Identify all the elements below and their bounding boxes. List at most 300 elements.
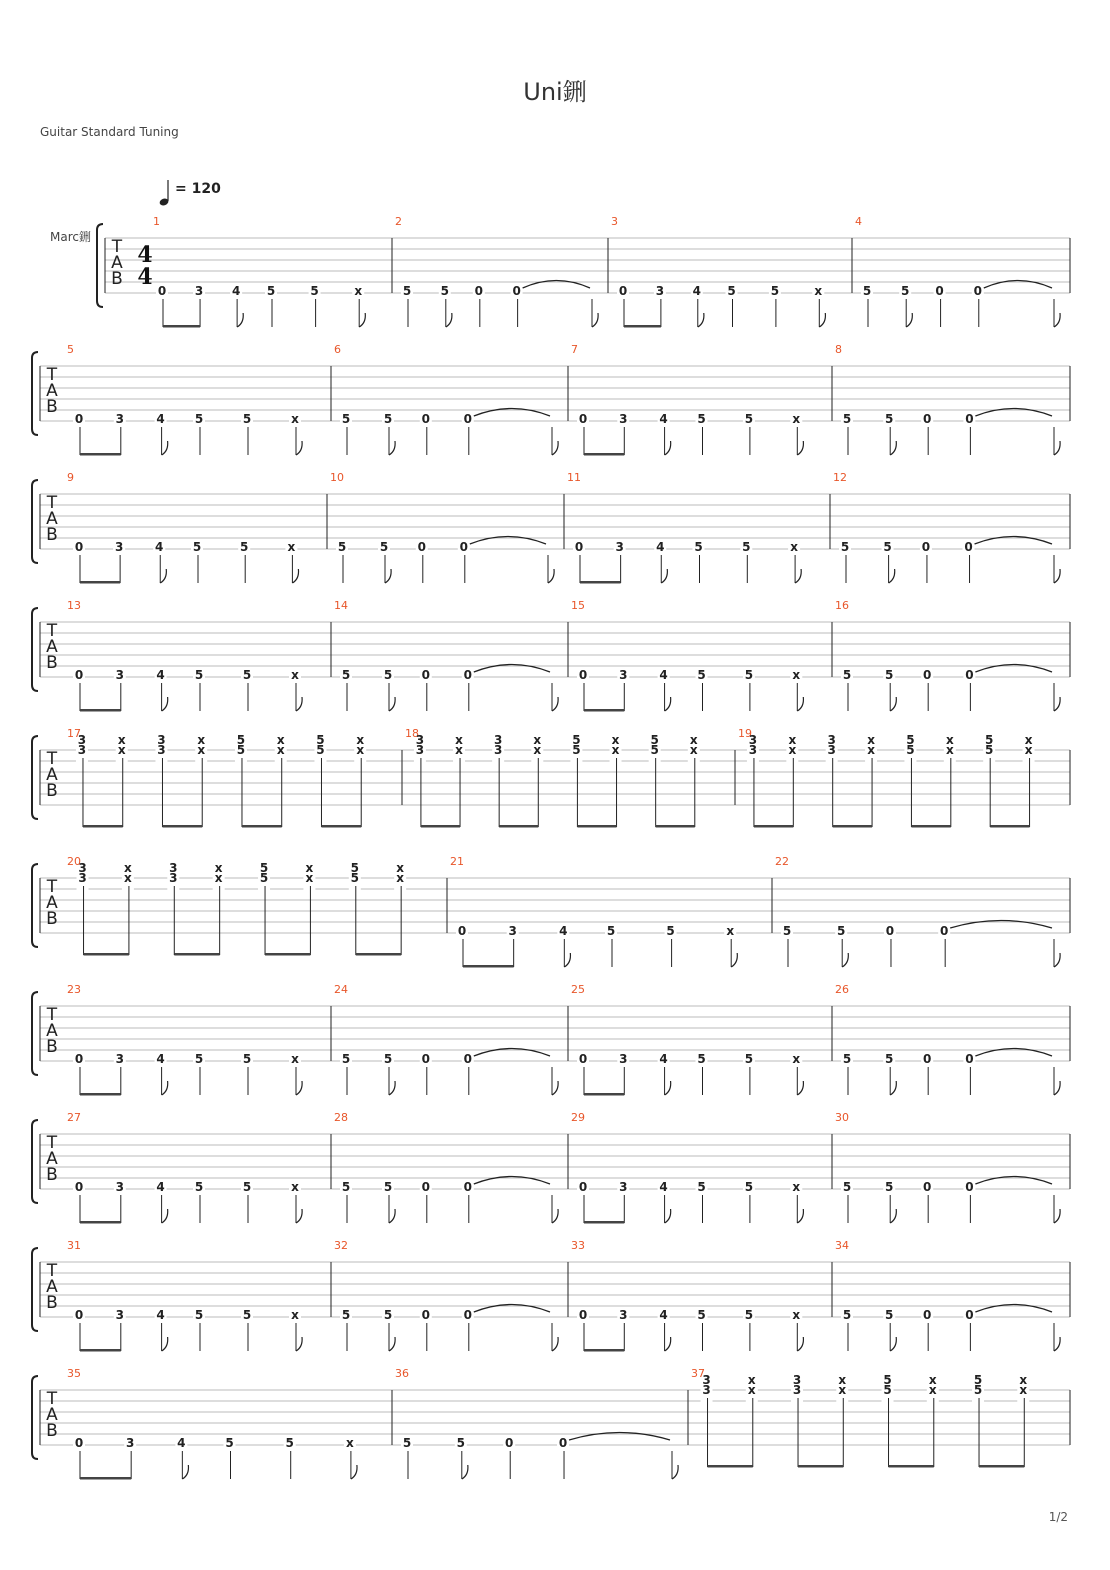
beam	[242, 825, 282, 828]
note-flag	[389, 1081, 395, 1095]
measure-18	[402, 727, 700, 828]
staff-system-2	[32, 343, 1070, 456]
staff-bracket	[97, 224, 103, 307]
fret-number: 0	[74, 1180, 84, 1194]
fret-number: 5	[341, 668, 351, 682]
fret-number: x	[356, 733, 365, 747]
note-flag	[162, 1209, 168, 1223]
note-flag	[446, 313, 452, 327]
beam	[80, 453, 121, 456]
staff-bracket	[32, 480, 38, 563]
fret-number: 5	[192, 540, 202, 554]
fret-number: x	[197, 743, 206, 757]
fret-number: 3	[78, 861, 87, 875]
fret-number: 5	[383, 1308, 393, 1322]
note-flag	[665, 697, 671, 711]
fret-number: x	[533, 733, 542, 747]
fret-number: 0	[421, 1308, 430, 1322]
fret-number: x	[792, 668, 801, 682]
fret-number: 0	[921, 540, 931, 554]
fret-number: 3	[169, 871, 178, 885]
measure-number: 16	[835, 599, 849, 612]
fret-number: 3	[702, 1373, 711, 1387]
fret-number: 0	[965, 1180, 974, 1194]
page-number: 1/2	[1048, 1510, 1068, 1524]
fret-number: x	[124, 861, 132, 875]
tab-letter-a: A	[46, 1021, 58, 1041]
fret-number: x	[305, 861, 314, 875]
tab-letter-t: T	[111, 237, 123, 257]
fret-number: 0	[578, 1308, 588, 1322]
fret-number: 5	[316, 743, 325, 757]
measure-number: 6	[334, 343, 341, 356]
fret-number: x	[928, 1383, 937, 1397]
fret-number: 5	[379, 540, 389, 554]
measure-number: 14	[334, 599, 348, 612]
measure-number: 34	[835, 1239, 849, 1252]
fret-number: 0	[965, 412, 974, 426]
note-flag	[351, 1465, 357, 1479]
fret-number: 5	[744, 1180, 754, 1194]
beam	[656, 825, 695, 828]
measure-number: 23	[67, 983, 81, 996]
beam	[584, 1349, 624, 1352]
fret-number: 4	[155, 540, 164, 554]
note-flag	[665, 1337, 671, 1351]
fret-number: x	[838, 1383, 847, 1397]
tab-letter-b: B	[46, 1421, 58, 1441]
note-flag	[889, 569, 895, 583]
fret-number: 5	[694, 540, 703, 554]
fret-number: 5	[742, 540, 751, 554]
fret-number: x	[1019, 1383, 1028, 1397]
fret-number: x	[291, 1180, 299, 1194]
fret-number: 0	[558, 1436, 568, 1450]
measure-number: 27	[67, 1111, 81, 1124]
fret-number: 5	[350, 861, 359, 875]
note-flag	[162, 441, 168, 455]
measure-37	[688, 1367, 1029, 1468]
measure-number: 20	[67, 855, 81, 868]
beam	[580, 581, 621, 584]
measure-number: 1	[153, 215, 160, 228]
fret-number: x	[1024, 743, 1033, 757]
staff-system-6	[32, 855, 1070, 968]
beam	[577, 825, 616, 828]
fret-number: 5	[337, 540, 347, 554]
fret-number: 0	[935, 284, 944, 298]
fret-number: 0	[618, 284, 628, 298]
fret-number: 3	[827, 743, 836, 757]
fret-number: 3	[125, 1436, 135, 1450]
fret-number: 5	[606, 924, 616, 938]
beam	[911, 825, 950, 828]
tab-letter-t: T	[46, 1389, 58, 1409]
measure-number: 8	[835, 343, 842, 356]
fret-number: 5	[225, 1436, 234, 1450]
fret-number: 0	[457, 924, 467, 938]
fret-number: 3	[415, 743, 425, 757]
fret-number: 3	[157, 743, 166, 757]
fret-number: 0	[578, 668, 588, 682]
fret-number: 3	[114, 540, 124, 554]
fret-number: 0	[157, 284, 167, 298]
fret-number: 3	[493, 743, 503, 757]
staff-system-4	[32, 599, 1070, 712]
fret-number: 0	[74, 1436, 84, 1450]
fret-number: x	[945, 733, 954, 747]
staff-system-1	[50, 180, 1070, 328]
fret-number: x	[214, 871, 223, 885]
measure-number: 10	[330, 471, 344, 484]
fret-number: x	[928, 1373, 937, 1387]
fret-number: 5	[341, 1308, 351, 1322]
measure-number: 30	[835, 1111, 849, 1124]
fret-number: 4	[659, 412, 668, 426]
tab-letter-a: A	[111, 253, 123, 273]
fret-number: x	[788, 733, 797, 747]
fret-number: 3	[508, 924, 517, 938]
fret-number: x	[291, 412, 299, 426]
fret-number: 3	[169, 861, 178, 875]
beam	[80, 1349, 121, 1352]
tab-letter-b: B	[46, 781, 58, 801]
fret-number: 5	[901, 284, 910, 298]
fret-number: 5	[883, 540, 892, 554]
fret-number: 3	[194, 284, 204, 298]
note-flag	[552, 441, 558, 455]
tab-letter-a: A	[46, 637, 58, 657]
tab-letter-a: A	[46, 509, 58, 529]
fret-number: 4	[156, 1308, 165, 1322]
note-flag	[548, 569, 554, 583]
fret-number: 5	[242, 1308, 252, 1322]
staff-system-10	[32, 1367, 1070, 1480]
note-flag	[296, 1337, 302, 1351]
measure-number: 36	[395, 1367, 409, 1380]
staff-system-5	[32, 727, 1070, 828]
fret-number: 3	[619, 668, 628, 682]
staff-bracket	[32, 992, 38, 1075]
note-flag	[797, 1081, 803, 1095]
fret-number: 3	[619, 412, 628, 426]
fret-number: 0	[973, 284, 982, 298]
fret-number: x	[838, 1373, 847, 1387]
fret-number: x	[792, 1308, 801, 1322]
fret-number: 3	[77, 743, 87, 757]
note-flag	[389, 1209, 395, 1223]
fret-number: 0	[512, 284, 521, 298]
note-flag	[797, 441, 803, 455]
note-flag	[552, 1081, 558, 1095]
fret-number: 5	[885, 412, 894, 426]
measure-number: 9	[67, 471, 74, 484]
fret-number: 0	[578, 1180, 588, 1194]
fret-number: 5	[242, 1052, 252, 1066]
staff-bracket	[32, 352, 38, 435]
fret-number: 3	[748, 743, 758, 757]
tab-letter-a: A	[46, 1405, 58, 1425]
tab-letter-b: B	[46, 1165, 58, 1185]
fret-number: x	[788, 743, 797, 757]
fret-number: 3	[619, 1052, 628, 1066]
fret-number: 0	[474, 284, 483, 298]
fret-number: 5	[842, 1052, 852, 1066]
beam	[80, 1477, 131, 1480]
score-title: Uni鉶	[523, 78, 587, 106]
fret-number: 4	[692, 284, 701, 298]
measure-number: 3	[611, 215, 618, 228]
fret-number: x	[291, 668, 299, 682]
fret-number: 0	[923, 412, 932, 426]
measure-number: 11	[567, 471, 581, 484]
fret-number: 3	[792, 1373, 802, 1387]
fret-number: 5	[194, 1180, 204, 1194]
fret-number: 5	[885, 668, 894, 682]
fret-number: 0	[463, 412, 472, 426]
fret-number: 3	[415, 733, 425, 747]
fret-number: x	[867, 733, 875, 747]
beam	[754, 825, 793, 828]
beam	[584, 709, 624, 712]
fret-number: 4	[656, 540, 665, 554]
fret-number: 5	[697, 1180, 706, 1194]
note-flag	[890, 1081, 896, 1095]
fret-number: 5	[885, 1180, 894, 1194]
fret-number: 5	[697, 1052, 706, 1066]
fret-number: 5	[341, 412, 351, 426]
fret-number: 4	[156, 668, 165, 682]
fret-number: 5	[973, 1383, 983, 1397]
fret-number: 3	[615, 540, 624, 554]
fret-number: 5	[383, 412, 393, 426]
fret-number: 3	[702, 1383, 711, 1397]
fret-number: 5	[883, 1373, 892, 1387]
fret-number: 0	[965, 1308, 974, 1322]
fret-number: 5	[402, 284, 412, 298]
fret-number: 0	[417, 540, 426, 554]
note-flag	[389, 1337, 395, 1351]
note-flag	[661, 569, 667, 583]
measure-number: 35	[67, 1367, 81, 1380]
staff-bracket	[32, 1248, 38, 1331]
fret-number: 3	[157, 733, 166, 747]
measure-number: 26	[835, 983, 849, 996]
beam	[80, 1221, 121, 1224]
tab-letter-a: A	[46, 765, 58, 785]
fret-number: 5	[194, 412, 204, 426]
fret-number: 5	[383, 668, 393, 682]
fret-number: 0	[964, 540, 973, 554]
staff-bracket	[32, 1120, 38, 1203]
fret-number: 5	[973, 1373, 983, 1387]
beam	[979, 1465, 1024, 1468]
fret-number: 5	[727, 284, 736, 298]
fret-number: 5	[650, 733, 659, 747]
staff-system-7	[32, 983, 1070, 1096]
fret-number: 5	[697, 668, 706, 682]
measure-number: 7	[571, 343, 578, 356]
note-flag	[665, 1081, 671, 1095]
measure-number: 31	[67, 1239, 81, 1252]
fret-number: x	[305, 871, 314, 885]
note-flag	[890, 1209, 896, 1223]
fret-number: 5	[456, 1436, 465, 1450]
fret-number: 0	[923, 1052, 932, 1066]
note-flag	[842, 953, 848, 967]
note-flag	[296, 1209, 302, 1223]
fret-number: x	[533, 743, 542, 757]
fret-number: x	[689, 743, 698, 757]
fret-number: x	[814, 284, 823, 298]
tuning-label: Guitar Standard Tuning	[40, 125, 179, 139]
fret-number: x	[396, 871, 405, 885]
beam	[265, 953, 310, 956]
beam	[321, 825, 361, 828]
fret-number: 5	[341, 1180, 351, 1194]
fret-number: 0	[923, 1308, 932, 1322]
fret-number: 5	[744, 1308, 754, 1322]
tab-letter-b: B	[46, 1293, 58, 1313]
note-flag	[182, 1465, 188, 1479]
fret-number: 3	[115, 1308, 124, 1322]
fret-number: x	[747, 1373, 756, 1387]
note-flag	[1054, 1081, 1060, 1095]
fret-number: 5	[236, 733, 246, 747]
fret-number: 5	[194, 1308, 204, 1322]
tab-letter-t: T	[46, 749, 58, 769]
beam	[80, 709, 121, 712]
note-flag	[1054, 1209, 1060, 1223]
fret-number: 5	[310, 284, 319, 298]
staff-system-9	[32, 1239, 1070, 1352]
note-flag	[592, 313, 598, 327]
fret-number: x	[792, 1180, 801, 1194]
fret-number: 3	[115, 668, 124, 682]
note-flag	[672, 1465, 678, 1479]
note-flag	[1054, 697, 1060, 711]
note-flag	[462, 1465, 468, 1479]
fret-number: x	[792, 1052, 801, 1066]
fret-number: x	[1019, 1373, 1028, 1387]
fret-number: 4	[156, 1180, 165, 1194]
tab-letter-t: T	[46, 1133, 58, 1153]
fret-number: 5	[770, 284, 780, 298]
fret-number: x	[792, 412, 801, 426]
beam	[463, 965, 514, 968]
measure-number: 22	[775, 855, 789, 868]
fret-number: 0	[74, 1052, 84, 1066]
fret-number: 0	[74, 412, 84, 426]
fret-number: x	[356, 743, 365, 757]
note-flag	[1054, 441, 1060, 455]
tab-letter-a: A	[46, 381, 58, 401]
beam	[584, 1093, 624, 1096]
fret-number: x	[276, 733, 285, 747]
note-flag	[296, 1081, 302, 1095]
note-flag	[385, 569, 391, 583]
time-signature-top: 4	[137, 242, 153, 268]
note-flag	[665, 1209, 671, 1223]
note-flag	[906, 313, 912, 327]
fret-number: 3	[78, 871, 87, 885]
fret-number: x	[747, 1383, 756, 1397]
measure-number: 19	[738, 727, 752, 740]
fret-number: 0	[965, 1052, 974, 1066]
note-flag	[162, 1337, 168, 1351]
measure-number: 33	[571, 1239, 585, 1252]
fret-number: x	[124, 871, 132, 885]
fret-number: x	[287, 540, 296, 554]
fret-number: 4	[659, 1052, 668, 1066]
fret-number: 5	[883, 1383, 892, 1397]
note-flag	[160, 569, 166, 583]
beam	[584, 1221, 624, 1224]
fret-number: 5	[842, 668, 852, 682]
note-flag	[797, 697, 803, 711]
note-flag	[564, 953, 570, 967]
measure-number: 29	[571, 1111, 585, 1124]
fret-number: 5	[840, 540, 850, 554]
fret-number: 5	[985, 733, 994, 747]
fret-number: 0	[923, 668, 932, 682]
note-flag	[1054, 313, 1060, 327]
measure-number: 28	[334, 1111, 348, 1124]
measure-17	[67, 727, 366, 828]
fret-number: 5	[572, 733, 581, 747]
note-flag	[731, 953, 737, 967]
fret-number: 0	[578, 1052, 588, 1066]
tab-letter-b: B	[111, 269, 123, 289]
fret-number: 0	[74, 1308, 84, 1322]
fret-number: x	[291, 1308, 299, 1322]
fret-number: x	[867, 743, 875, 757]
beam	[80, 581, 120, 584]
note-flag	[237, 313, 243, 327]
tab-letter-a: A	[46, 893, 58, 913]
beam	[833, 825, 872, 828]
fret-number: 3	[748, 733, 758, 747]
fret-number: 5	[242, 668, 252, 682]
note-flag	[162, 697, 168, 711]
fret-number: 5	[842, 412, 852, 426]
fret-number: 5	[842, 1180, 852, 1194]
fret-number: 5	[666, 924, 675, 938]
fret-number: x	[611, 743, 620, 757]
fret-number: 5	[259, 861, 269, 875]
fret-number: 5	[842, 1308, 852, 1322]
measure-number: 2	[395, 215, 402, 228]
tab-letter-t: T	[46, 1261, 58, 1281]
beam	[798, 1465, 843, 1468]
tab-letter-b: B	[46, 525, 58, 545]
fret-number: x	[396, 861, 405, 875]
note-flag	[795, 569, 801, 583]
note-flag	[797, 1337, 803, 1351]
fret-number: 5	[266, 284, 276, 298]
fret-number: 5	[259, 871, 269, 885]
fret-number: 0	[940, 924, 949, 938]
beam	[708, 1465, 753, 1468]
fret-number: 5	[316, 733, 325, 747]
fret-number: 5	[242, 1180, 252, 1194]
note-flag	[552, 697, 558, 711]
fret-number: 0	[463, 1180, 472, 1194]
fret-number: 3	[619, 1180, 628, 1194]
note-flag	[890, 441, 896, 455]
beam	[421, 825, 460, 828]
fret-number: 0	[463, 1052, 472, 1066]
